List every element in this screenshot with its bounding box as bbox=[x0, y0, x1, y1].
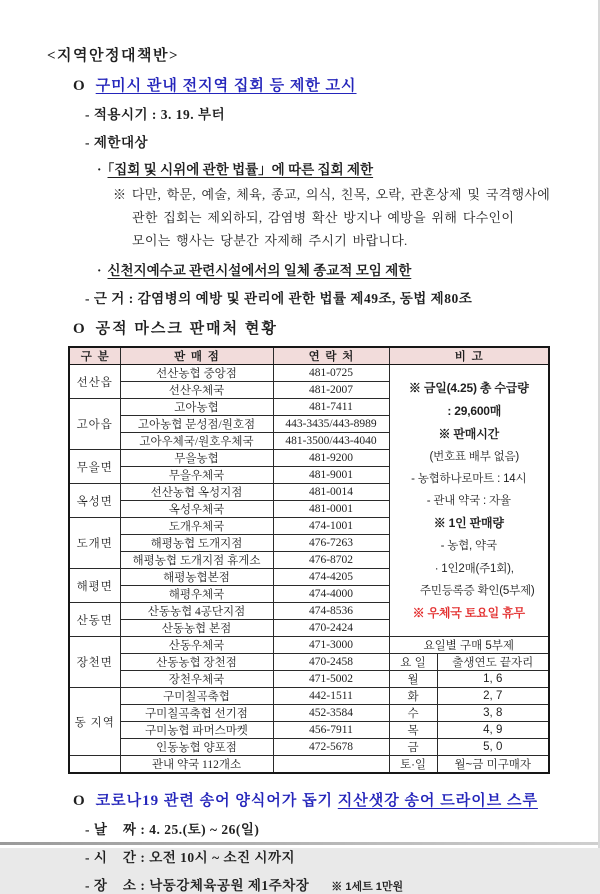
law-restriction-line bbox=[97, 158, 558, 178]
contact-cell: 481-9001 bbox=[273, 467, 389, 484]
col-header-contact: 연 락 처 bbox=[273, 347, 389, 365]
contact-cell: 481-0001 bbox=[273, 501, 389, 518]
store-cell: 도개우체국 bbox=[120, 518, 273, 535]
contact-cell: 481-0014 bbox=[273, 484, 389, 501]
trout-date-line: - 날 짜 : 4. 25.(토) ~ 26(일) bbox=[85, 822, 260, 838]
store-cell: 구미농협 파머스마켓 bbox=[120, 722, 273, 739]
contact-cell: 470-2458 bbox=[273, 654, 389, 671]
apply-period-line: - 적용시기 : 3. 19. 부터 bbox=[85, 107, 226, 122]
table-row bbox=[69, 756, 549, 774]
contact-cell: 472-5678 bbox=[273, 739, 389, 756]
contact-cell: 476-7263 bbox=[273, 535, 389, 552]
table-row bbox=[69, 688, 549, 705]
contact-cell: 476-8702 bbox=[273, 552, 389, 569]
contact-cell: 443-3435/443-8989 bbox=[273, 416, 389, 433]
col-header-note: 비 고 bbox=[389, 347, 549, 365]
note-line: - 농협하나로마트 : 14시 bbox=[411, 473, 527, 486]
note-line: 주민등록증 확인(5부제) bbox=[419, 584, 535, 597]
team-title: <지역안정대책반> bbox=[47, 48, 180, 64]
dot-marker: · bbox=[97, 263, 102, 279]
store-cell: 산동농협 본점 bbox=[120, 620, 273, 637]
legal-basis-line: - 근 거 : 감염병의 예방 및 관리에 관한 법률 제49조, 동법 제80조 bbox=[85, 291, 473, 307]
subtable-day-cell: 화 bbox=[389, 688, 437, 705]
notes-cell bbox=[389, 365, 549, 637]
table-row bbox=[69, 705, 549, 722]
contact-cell: 471-3000 bbox=[273, 637, 389, 654]
table-row bbox=[69, 671, 549, 688]
shincheonji-restriction-line bbox=[97, 259, 558, 279]
region-cell: 선산읍 bbox=[69, 365, 120, 399]
store-cell: 선산우체국 bbox=[120, 382, 273, 399]
store-cell: 산동농협 장천점 bbox=[120, 654, 273, 671]
store-cell: 무을우체국 bbox=[120, 467, 273, 484]
region-cell: 해평면 bbox=[69, 569, 120, 603]
table-row bbox=[69, 637, 549, 654]
contact-cell: 481-7411 bbox=[273, 399, 389, 416]
store-cell: 관내 약국 112개소 bbox=[120, 756, 273, 774]
bullet-marker: O bbox=[73, 321, 86, 338]
subtable-digit-cell: 5, 0 bbox=[437, 739, 549, 756]
bullet-marker: O bbox=[73, 78, 86, 94]
subtable-digit-cell: 1, 6 bbox=[437, 671, 549, 688]
scan-artifact-line bbox=[0, 842, 598, 845]
note-line: (번호표 배부 없음) bbox=[429, 451, 520, 464]
shincheonji-restriction-text: 신천지예수교 관련시설에서의 일체 종교적 모임 제한 bbox=[107, 263, 412, 279]
subtable-day-cell: 목 bbox=[389, 722, 437, 739]
table-row bbox=[69, 365, 549, 382]
store-cell: 선산농협 옥성지점 bbox=[120, 484, 273, 501]
subtable-digit-cell: 2, 7 bbox=[437, 688, 549, 705]
section-heading-trout-drivethru bbox=[73, 789, 558, 810]
store-cell: 해평농협본점 bbox=[120, 569, 273, 586]
contact-cell: 452-3584 bbox=[273, 705, 389, 722]
store-cell: 해평농협 도개지점 휴게소 bbox=[120, 552, 273, 569]
note-line: ※ 금일(4.25) 총 수급량 bbox=[408, 381, 529, 396]
assembly-restriction-title: 구미시 관내 전지역 집회 등 제한 고시 bbox=[95, 78, 357, 94]
region-cell: 도개면 bbox=[69, 518, 120, 569]
store-cell: 무을농협 bbox=[120, 450, 273, 467]
store-cell: 인동농협 양포점 bbox=[120, 739, 273, 756]
note-line: : 29,600매 bbox=[447, 404, 502, 419]
region-cell: 동 지역 bbox=[69, 688, 120, 756]
contact-cell: 474-1001 bbox=[273, 518, 389, 535]
region-cell: 고아읍 bbox=[69, 399, 120, 450]
store-cell: 옥성우체국 bbox=[120, 501, 273, 518]
contact-cell: 470-2424 bbox=[273, 620, 389, 637]
store-cell: 해평우체국 bbox=[120, 586, 273, 603]
law-restriction-text: 「집회 및 시위에 관한 법률」에 따른 집회 제한 bbox=[107, 162, 374, 177]
trout-place-line bbox=[85, 874, 558, 894]
region-cell: 무을면 bbox=[69, 450, 120, 484]
note-line: ※ 1인 판매량 bbox=[433, 516, 504, 531]
contact-cell: 442-1511 bbox=[273, 688, 389, 705]
note-line: - 관내 약국 : 자율 bbox=[426, 495, 511, 508]
subtable-digit-cell: 4, 9 bbox=[437, 722, 549, 739]
col-header-region: 구 분 bbox=[69, 347, 120, 365]
store-cell: 구미칠곡축협 bbox=[120, 688, 273, 705]
trout-time-line: - 시 간 : 오전 10시 ~ 소진 시까지 bbox=[85, 850, 296, 866]
contact-cell: 456-7911 bbox=[273, 722, 389, 739]
contact-cell bbox=[273, 756, 389, 774]
section-heading-mask-sales bbox=[73, 317, 558, 338]
region-cell: 장천면 bbox=[69, 637, 120, 688]
store-cell: 해평농협 도개지점 bbox=[120, 535, 273, 552]
store-cell: 고아농협 문성점/원호점 bbox=[120, 416, 273, 433]
table-row bbox=[69, 654, 549, 671]
subtable-day-cell: 금 bbox=[389, 739, 437, 756]
exception-note-line1: ※ 다만, 학문, 예술, 체육, 종교, 의식, 친목, 오락, 관혼상제 및 국격행사에 bbox=[113, 187, 551, 202]
store-cell: 선산농협 중앙점 bbox=[120, 365, 273, 382]
exception-note-line3: 모이는 행사는 당분간 자제해 주시기 바랍니다. bbox=[132, 233, 408, 249]
note-line: · 1인2매(주1회), bbox=[434, 562, 514, 575]
subtable-col-day: 요 일 bbox=[389, 654, 437, 671]
contact-cell: 474-8536 bbox=[273, 603, 389, 620]
subtable-title: 요일별 구매 5부제 bbox=[389, 637, 549, 654]
subtable-digit-cell: 월~금 미구매자 bbox=[437, 756, 549, 774]
store-cell: 고아농협 bbox=[120, 399, 273, 416]
mask-sales-title: 공적 마스크 판매처 현황 bbox=[95, 321, 278, 338]
restriction-target-line: - 제한대상 bbox=[85, 135, 149, 150]
trout-place-text: - 장 소 : 낙동강체육공원 제1주차장 bbox=[85, 878, 310, 894]
table-header-row bbox=[69, 347, 549, 365]
trout-title-plain: 코로나19 관련 송어 양식어가 돕기 bbox=[95, 793, 338, 810]
contact-cell: 481-0725 bbox=[273, 365, 389, 382]
trout-title-underlined: 지산샛강 송어 드라이브 스루 bbox=[337, 793, 538, 810]
contact-cell: 471-5002 bbox=[273, 671, 389, 688]
store-cell: 고아우체국/원호우체국 bbox=[120, 433, 273, 450]
trout-price-note: ※ 1세트 1만원 bbox=[331, 881, 404, 894]
col-header-store: 판 매 점 bbox=[120, 347, 273, 365]
exception-note bbox=[113, 183, 558, 252]
store-cell: 구미칠곡축협 선기점 bbox=[120, 705, 273, 722]
mask-sales-table bbox=[68, 346, 550, 774]
subtable-day-cell: 토·일 bbox=[389, 756, 437, 774]
contact-cell: 474-4000 bbox=[273, 586, 389, 603]
subtable-digit-cell: 3, 8 bbox=[437, 705, 549, 722]
store-cell: 산동우체국 bbox=[120, 637, 273, 654]
region-cell: 옥성면 bbox=[69, 484, 120, 518]
contact-cell: 474-4205 bbox=[273, 569, 389, 586]
store-cell: 장천우체국 bbox=[120, 671, 273, 688]
contact-cell: 481-3500/443-4040 bbox=[273, 433, 389, 450]
table-row bbox=[69, 739, 549, 756]
note-line: - 농협, 약국 bbox=[440, 540, 497, 553]
exception-note-line2: 관한 집회는 제외하되, 감염병 확산 방지나 예방을 위해 다수인이 bbox=[132, 210, 515, 226]
subtable-day-cell: 수 bbox=[389, 705, 437, 722]
region-cell: 산동면 bbox=[69, 603, 120, 637]
contact-cell: 481-2007 bbox=[273, 382, 389, 399]
store-cell: 산동농협 4공단지점 bbox=[120, 603, 273, 620]
region-cell bbox=[69, 756, 120, 774]
section-heading-assembly-restriction bbox=[73, 74, 558, 95]
subtable-day-cell: 월 bbox=[389, 671, 437, 688]
bullet-marker: O bbox=[73, 793, 86, 810]
note-line: ※ 판매시간 bbox=[438, 427, 499, 442]
dot-marker: · bbox=[97, 162, 102, 177]
note-line: ※ 우체국 토요일 휴무 bbox=[412, 605, 525, 620]
table-row bbox=[69, 722, 549, 739]
subtable-col-digit: 출생연도 끝자리 bbox=[437, 654, 549, 671]
contact-cell: 481-9200 bbox=[273, 450, 389, 467]
